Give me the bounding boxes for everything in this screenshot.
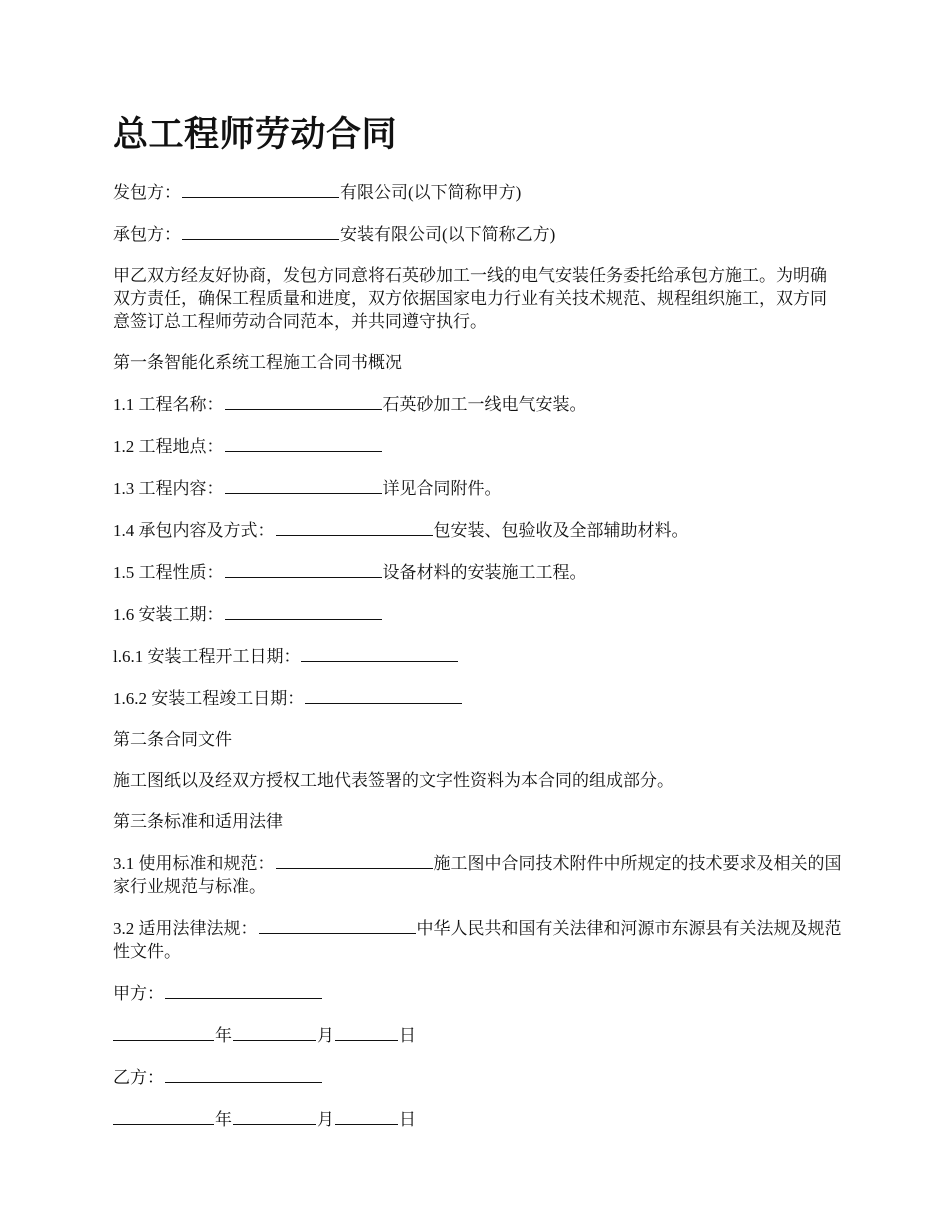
item-3-2-label: 3.2 适用法律法规： <box>113 919 258 938</box>
item-1-6-1-blank <box>301 644 458 662</box>
item-1-3-blank <box>225 476 382 494</box>
party-b-day-blank <box>335 1107 398 1125</box>
item-1-4-suffix: 包安装、包验收及全部辅助材料。 <box>433 521 689 540</box>
item-3-1-label: 3.1 使用标准和规范： <box>113 854 275 873</box>
item-3-2 <box>113 916 843 963</box>
item-1-5-label: 1.5 工程性质： <box>113 563 224 582</box>
contractor-line <box>113 222 843 246</box>
item-1-5-blank <box>225 560 382 578</box>
document-page <box>113 112 843 1149</box>
party-a-month-label: 月 <box>317 1026 334 1045</box>
party-b-day-label: 日 <box>399 1110 416 1129</box>
party-a-label: 甲方： <box>113 984 164 1003</box>
party-a-year-blank <box>113 1023 214 1041</box>
document-title: 总工程师劳动合同 <box>113 115 398 155</box>
party-a-signature <box>113 981 843 1005</box>
party-b-year-label: 年 <box>215 1110 232 1129</box>
item-1-1-blank <box>225 392 382 410</box>
item-1-4-label: 1.4 承包内容及方式： <box>113 521 275 540</box>
item-1-5-suffix: 设备材料的安装施工工程。 <box>382 563 587 582</box>
party-a-day-label: 日 <box>399 1026 416 1045</box>
party-a-day-blank <box>335 1023 398 1041</box>
party-b-month-blank <box>233 1107 316 1125</box>
party-a-blank <box>165 981 322 999</box>
contractor-label: 承包方： <box>113 225 181 244</box>
party-b-month-label: 月 <box>317 1110 334 1129</box>
item-1-6-blank <box>225 602 382 620</box>
item-3-2-blank <box>259 916 416 934</box>
item-1-6 <box>113 602 843 626</box>
employer-name-blank <box>182 180 339 198</box>
item-1-3-label: 1.3 工程内容： <box>113 479 224 498</box>
contractor-name-blank <box>182 222 339 240</box>
party-a-month-blank <box>233 1023 316 1041</box>
item-1-6-2-label: 1.6.2 安装工程竣工日期： <box>113 689 305 708</box>
item-1-1-suffix: 石英砂加工一线电气安装。 <box>382 395 587 414</box>
item-1-4-blank <box>276 518 433 536</box>
party-b-label: 乙方： <box>113 1068 164 1087</box>
item-1-3 <box>113 476 843 500</box>
item-1-2-blank <box>225 434 382 452</box>
article3-heading: 第三条标准和适用法律 <box>113 812 283 831</box>
party-a-year-label: 年 <box>215 1026 232 1045</box>
employer-label: 发包方： <box>113 183 181 202</box>
item-1-3-suffix: 详见合同附件。 <box>382 479 502 498</box>
item-3-2-suffix: 中华人民共和国有关法律和河源市东源县有关法规及规范性文件。 <box>113 919 842 961</box>
item-1-6-1 <box>113 644 843 668</box>
contractor-suffix: 安装有限公司(以下简称乙方) <box>340 225 556 244</box>
item-1-6-1-label: l.6.1 安装工程开工日期： <box>113 647 301 666</box>
item-1-6-label: 1.6 安装工期： <box>113 605 224 624</box>
employer-suffix: 有限公司(以下简称甲方) <box>340 183 522 202</box>
item-3-1 <box>113 851 843 898</box>
intro-paragraph: 甲乙双方经友好协商，发包方同意将石英砂加工一线的电气安装任务委托给承包方施工。为明确双方责任，确保工程质量和进度，双方依据国家电力行业有关技术规范、规程组织施工，双方同意签订总工程师劳动合同范本，并共同遵守执行。 <box>113 266 827 331</box>
party-b-signature <box>113 1065 843 1089</box>
item-1-6-2 <box>113 686 843 710</box>
article2-heading: 第二条合同文件 <box>113 730 232 749</box>
party-b-year-blank <box>113 1107 214 1125</box>
item-1-1 <box>113 392 843 416</box>
item-1-2-label: 1.2 工程地点： <box>113 437 224 456</box>
party-b-date <box>113 1107 843 1131</box>
party-b-blank <box>165 1065 322 1083</box>
article1-heading: 第一条智能化系统工程施工合同书概况 <box>113 353 402 372</box>
item-3-1-suffix: 施工图中合同技术附件中所规定的技术要求及相关的国家行业规范与标准。 <box>113 854 842 896</box>
item-1-2 <box>113 434 843 458</box>
article2-body: 施工图纸以及经双方授权工地代表签署的文字性资料为本合同的组成部分。 <box>113 771 674 790</box>
item-1-1-label: 1.1 工程名称： <box>113 395 224 414</box>
employer-line <box>113 180 843 204</box>
item-1-5 <box>113 560 843 584</box>
party-a-date <box>113 1023 843 1047</box>
item-3-1-blank <box>276 851 433 869</box>
item-1-6-2-blank <box>305 686 462 704</box>
item-1-4 <box>113 518 843 542</box>
